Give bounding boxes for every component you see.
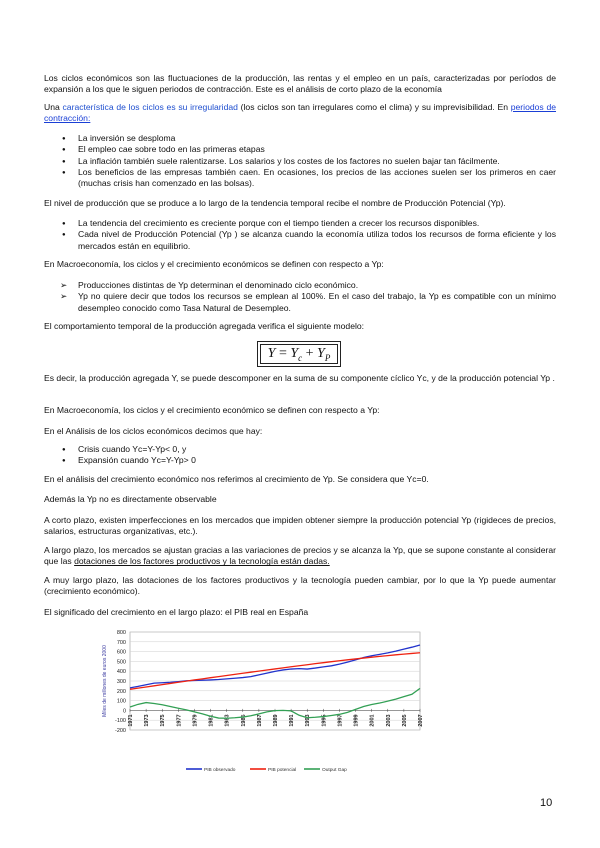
irregularity-rest: (los ciclos son tan irregulares como el clima) y su imprevisibilidad. En — [237, 102, 511, 112]
gdp-chart — [98, 628, 438, 776]
formula-potential-sub: P — [324, 352, 331, 363]
y-tick-label: 200 — [116, 688, 126, 695]
y-tick-label: 0 — [122, 708, 126, 715]
formula-equals: = — [275, 345, 291, 361]
x-tick-label: 1975 — [160, 714, 167, 727]
legend-potential-label: PIB potencial — [268, 768, 297, 773]
yp-item — [60, 218, 556, 229]
yp-text: La tendencia del crecimiento es creciente porque con el tiempo tienden a crecer los recursos disponibles. — [78, 218, 480, 228]
x-tick-label: 1985 — [240, 714, 247, 727]
observable-paragraph: Además la Yp no es directamente observable — [44, 494, 217, 504]
contraction-item — [60, 144, 556, 155]
formula-plus: + — [302, 345, 318, 361]
long-term-paragraph — [44, 545, 556, 568]
x-tick-label: 1993 — [305, 714, 312, 727]
y-tick-label: 400 — [116, 669, 126, 676]
formula-lhs: Y — [267, 345, 276, 361]
x-tick-label: 2005 — [401, 714, 408, 727]
contraction-text: La inversión se desploma — [78, 133, 176, 143]
contraction-link[interactable]: periodos de contracción: — [44, 102, 557, 124]
y-tick-label: 500 — [116, 659, 126, 666]
contraction-text: La inflación también suele ralentizarse. Los salarios y los costes de los factores no suelen bajar tan fácilmente. — [78, 155, 500, 166]
x-tick-label: 1997 — [337, 714, 344, 727]
macro-item — [60, 291, 556, 314]
contraction-text: El empleo cae sobre todo en las primeras etapas — [78, 144, 265, 155]
long-term-lead: A largo plazo, los mercados se ajustan gracias a las variaciones de precios y se alcanza la Yp, que se supone constante al considerar que las — [44, 545, 556, 567]
macro-item — [60, 280, 556, 291]
formula-cyclical-sub: c — [298, 352, 303, 363]
macro-paragraph: En Macroeconomía, los ciclos y el crecimiento económicos se definen con respecto a Yp: — [44, 259, 384, 269]
chart-heading: El significado del crecimiento en el largo plazo: el PIB real en España — [44, 607, 309, 617]
x-tick-label: 1977 — [176, 714, 183, 727]
page-number: 10 — [540, 797, 553, 809]
model-paragraph: El comportamiento temporal de la producción agregada verifica el siguiente modelo: — [44, 321, 365, 331]
long-term-underline: dotaciones de los factores productivos y la tecnología están dadas. — [74, 556, 330, 567]
formula-cyclical: Y — [290, 345, 299, 361]
irregularity-highlight: característica de los ciclos es su irregularidad — [62, 102, 238, 112]
yp-item — [60, 229, 556, 252]
bullet-icon: ● — [62, 447, 66, 453]
formula-potential: Y — [317, 345, 325, 361]
bullet-icon: ● — [62, 232, 66, 239]
legend-output-gap-label: Output Gap — [322, 768, 347, 773]
x-tick-label: 2001 — [369, 714, 376, 727]
x-tick-label: 1981 — [208, 714, 215, 727]
y-tick-label: -100 — [114, 718, 126, 725]
contraction-item — [60, 167, 556, 190]
x-tick-label: 2003 — [385, 714, 392, 727]
x-tick-label: 1987 — [256, 714, 263, 727]
x-tick-label: 1999 — [353, 714, 360, 727]
formula — [268, 346, 331, 363]
contraction-text: Los beneficios de las empresas también caen. En ocasiones, los precios de las acciones suelen ser los primeros en caer (muchas crisis han comenzado en las bolsas). — [78, 166, 556, 189]
y-tick-label: -200 — [114, 728, 126, 734]
formula-box — [257, 341, 341, 367]
analysis-item — [60, 444, 556, 455]
macro-paragraph-2: En Macroeconomía, los ciclos y el crecimiento económico se definen con respecto a Yp: — [44, 405, 380, 415]
decomposition-paragraph: Es decir, la producción agregada Y, se puede descomponer en la suma de su componente cíclico Yc, y de la producción potencial Yp . — [44, 373, 555, 383]
contraction-item — [60, 156, 556, 167]
short-term-paragraph: A corto plazo, existen imperfecciones en los mercados que impiden obtener siempre la producción potencial Yp (rigideces de precios, salarios, estructuras organizativas, etc.). — [44, 515, 556, 537]
bullet-icon: ● — [62, 169, 66, 176]
arrow-bullet-icon: ➢ — [60, 291, 68, 302]
x-tick-label: 1983 — [224, 714, 231, 727]
yp-list — [60, 218, 556, 252]
macro-text: Producciones distintas de Yp determinan el denominado ciclo económico. — [78, 280, 359, 290]
analysis-item — [60, 455, 556, 466]
bullet-icon: ● — [62, 458, 66, 465]
yp-text: Cada nivel de Producción Potencial (Yp ) se alcanza cuando la economía utiliza todos los recursos de forma eficiente y los mercados están en equilibrio. — [78, 229, 556, 251]
analysis-text: Expansión cuando Yc=Y-Yp> 0 — [78, 455, 196, 466]
bullet-icon: ● — [62, 158, 66, 165]
macro-list — [60, 280, 556, 314]
x-tick-label: 1991 — [289, 714, 296, 727]
x-tick-label: 1995 — [321, 714, 328, 727]
y-tick-label: 700 — [116, 639, 126, 646]
irregularity-paragraph — [44, 102, 556, 125]
x-tick-label: 1971 — [128, 714, 134, 727]
intro-paragraph: Los ciclos económicos son las fluctuaciones de la producción, las rentas y el empleo en un país, caracterizadas por períodos de expansión a los que le siguen periodos de contracción. Este es el análisis de corto plazo de la economía — [44, 73, 556, 95]
analysis-list — [60, 444, 556, 467]
y-tick-label: 300 — [116, 679, 126, 685]
x-tick-label: 1973 — [144, 714, 151, 727]
yp-paragraph: El nivel de producción que se produce a lo largo de la tendencia temporal recibe el nombre de Producción Potencial (Yp). — [44, 198, 506, 208]
y-tick-label: 100 — [116, 698, 126, 705]
growth-paragraph: En el análisis del crecimiento económico nos referimos al crecimiento de Yp. Se considera que Yc=0. — [44, 474, 429, 484]
arrow-bullet-icon: ➢ — [60, 280, 68, 290]
bullet-icon: ● — [62, 221, 66, 227]
contraction-item — [60, 133, 556, 144]
macro-text: Yp no quiere decir que todos los recursos se emplean al 100%. En el caso del trabajo, la Yp es compatible con un mínimo desempleo conocido como Tasa Natural de Desempleo. — [78, 291, 556, 313]
analysis-paragraph: En el Análisis de los ciclos económicos decimos que hay: — [44, 426, 263, 436]
bullet-icon: ● — [62, 136, 66, 142]
analysis-text: Crisis cuando Yc=Y-Yp< 0, y — [78, 444, 187, 454]
irregularity-lead: Una — [44, 102, 63, 112]
y-tick-label: 800 — [116, 630, 126, 636]
legend-observed-label: PIB observado — [204, 768, 236, 773]
x-tick-label: 1979 — [192, 714, 199, 727]
very-long-term-paragraph: A muy largo plazo, las dotaciones de los factores productivos y la tecnología pueden cambiar, por lo que la Yp puede aumentar (crecimiento económico). — [44, 575, 556, 597]
contraction-list — [60, 133, 556, 189]
y-tick-label: 600 — [116, 649, 126, 656]
x-tick-label: 2007 — [418, 714, 424, 727]
y-axis-label: Miles de millones de euros 2000 — [102, 645, 108, 717]
x-tick-label: 1989 — [273, 714, 279, 727]
bullet-icon: ● — [62, 147, 66, 154]
